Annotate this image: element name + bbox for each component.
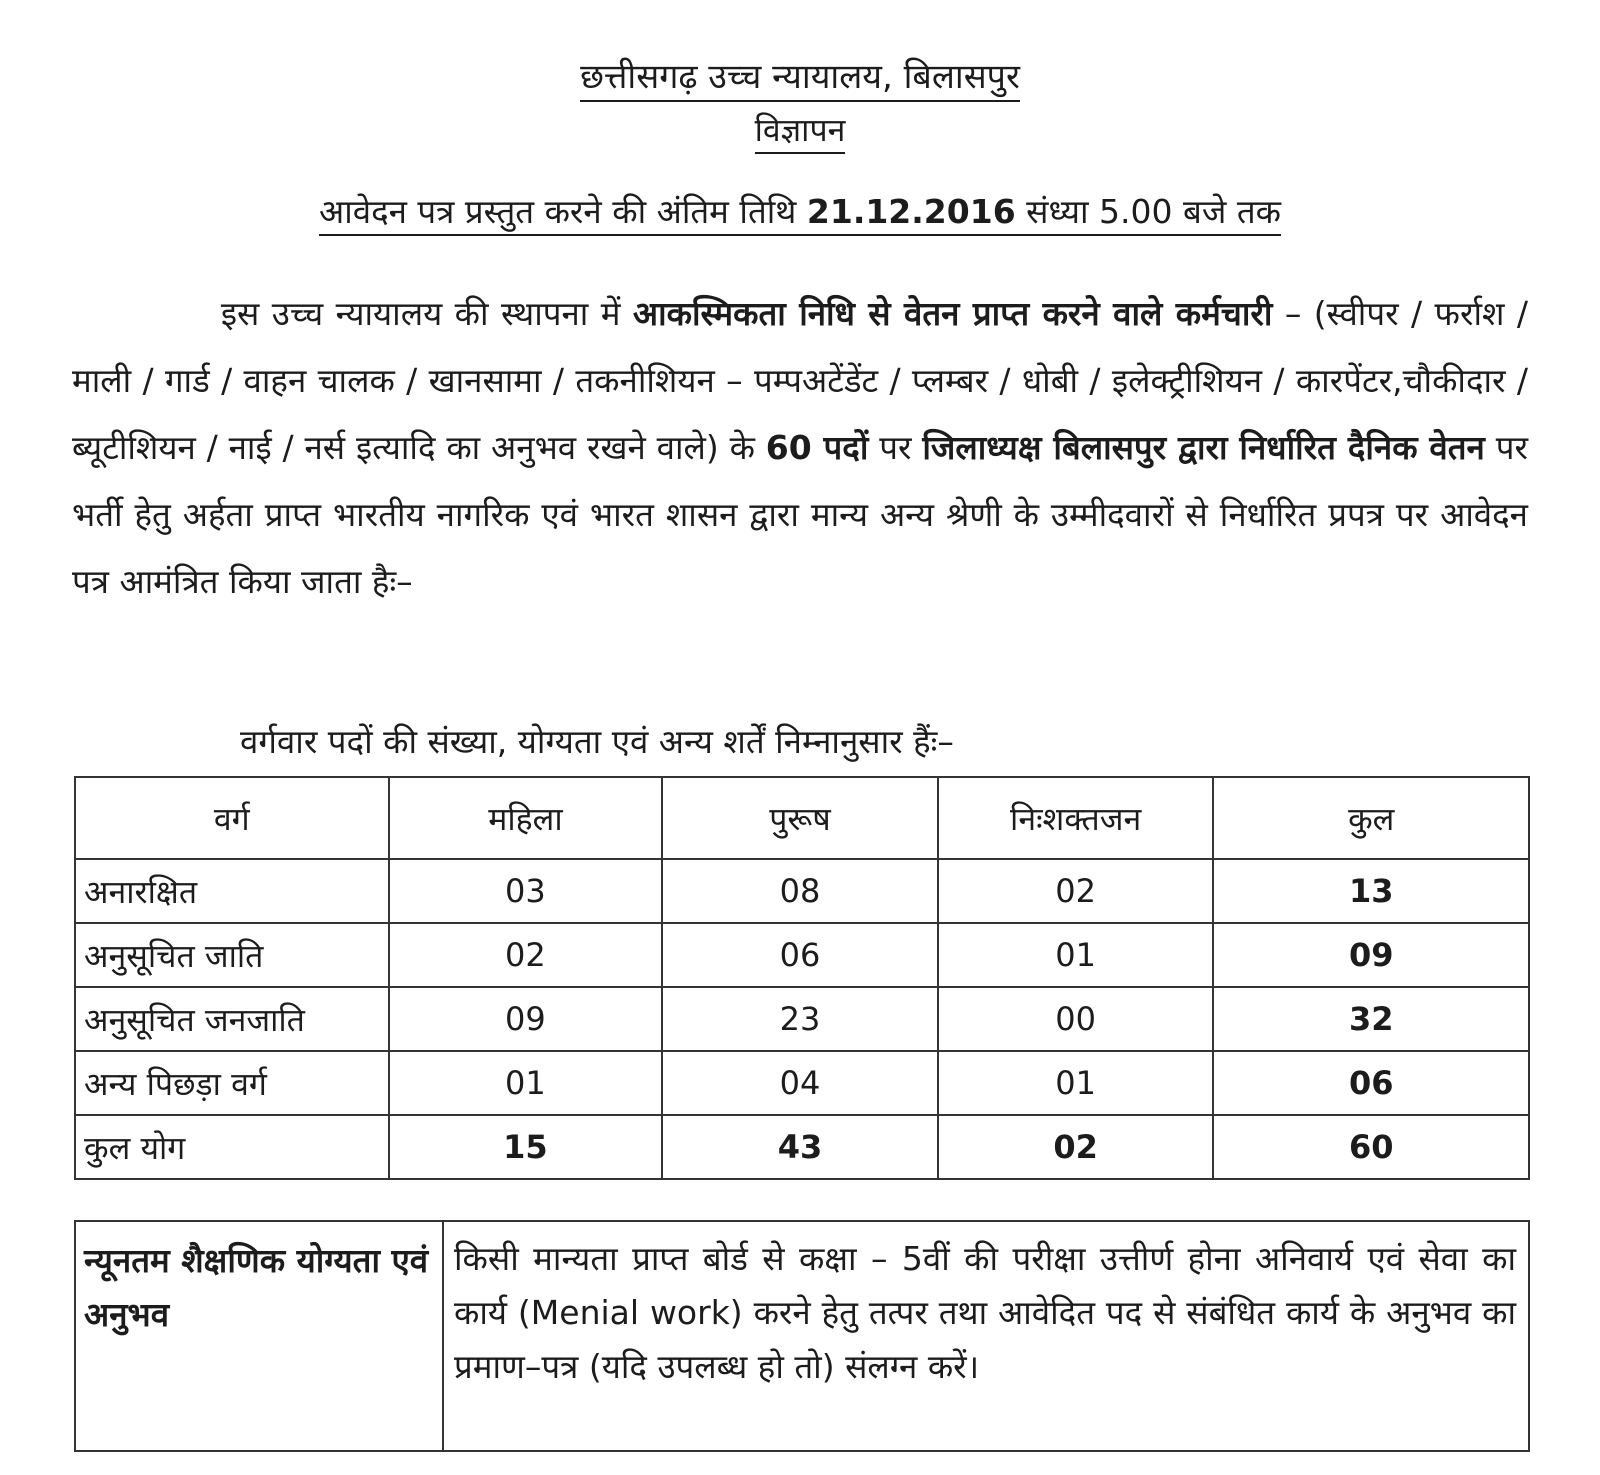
value-cell: 00	[938, 987, 1214, 1051]
qualification-text: किसी मान्यता प्राप्त बोर्ड से कक्षा – 5वीं की परीक्षा उत्तीर्ण होना अनिवार्य एवं सेवा का कार्य (Menial work) करने हेतु तत्पर तथा आवेदित पद से संबंधित कार्य के अनुभव का प्रमाण–पत्र (यदि उपलब्ध हो तो) संलग्न करें।	[443, 1221, 1529, 1451]
total-cell: 09	[1213, 923, 1529, 987]
value-cell: 04	[662, 1051, 938, 1115]
value-cell: 08	[662, 859, 938, 923]
table-row	[75, 923, 1529, 987]
total-cell: 13	[1213, 859, 1529, 923]
table-caption: वर्गवार पदों की संख्या, योग्यता एवं अन्य शर्तें निम्नानुसार हैंः–	[240, 722, 954, 761]
posts-table	[74, 776, 1530, 1180]
category-cell: कुल योग	[75, 1115, 389, 1179]
total-cell: 60	[1213, 1115, 1529, 1179]
table-header-row	[75, 777, 1529, 859]
notice-paragraph: इस उच्च न्यायालय की स्थापना में आकस्मिकता निधि से वेतन प्राप्त करने वाले कर्मचारी – (स्वीपर / फर्राश / माली / गार्ड / वाहन चालक / खानसामा / तकनीशियन – पम्पअटेंडेंट / प्लम्बर / धोबी / इलेक्ट्रीशियन / कारपेंटर,चौकीदार / ब्यूटीशियन / नाई / नर्स इत्यादि का अनुभव रखने वाले) के 60 पदों पर जिलाध्यक्ष बिलासपुर द्वारा निर्धारित दैनिक वेतन पर भर्ती हेतु अर्हता प्राप्त भारतीय नागरिक एवं भारत शासन द्वारा मान्य अन्य श्रेणी के उम्मीदवारों से निर्धारित प्रपत्र पर आवेदन पत्र आमंत्रित किया जाता हैः–	[72, 294, 1528, 601]
category-cell: अन्य पिछड़ा वर्ग	[75, 1051, 389, 1115]
table-row	[75, 859, 1529, 923]
header-cell: महिला	[389, 777, 663, 859]
value-cell: 03	[389, 859, 663, 923]
total-cell: 32	[1213, 987, 1529, 1051]
category-cell: अनुसूचित जनजाति	[75, 987, 389, 1051]
qualification-label: न्यूनतम शैक्षणिक योग्यता एवं अनुभव	[75, 1221, 443, 1451]
category-cell: अनुसूचित जाति	[75, 923, 389, 987]
header-cell: वर्ग	[75, 777, 389, 859]
notice-heading: विज्ञापन	[0, 108, 1600, 151]
deadline-line: आवेदन पत्र प्रस्तुत करने की अंतिम तिथि 21.12.2016 संध्या 5.00 बजे तक	[0, 188, 1600, 233]
table-row	[75, 987, 1529, 1051]
total-cell: 43	[662, 1115, 938, 1179]
total-cell: 02	[938, 1115, 1214, 1179]
table-total-row	[75, 1115, 1529, 1179]
value-cell: 06	[662, 923, 938, 987]
category-cell: अनारक्षित	[75, 859, 389, 923]
header-cell: निःशक्तजन	[938, 777, 1214, 859]
value-cell: 01	[938, 1051, 1214, 1115]
value-cell: 23	[662, 987, 938, 1051]
qualification-table	[74, 1220, 1530, 1452]
value-cell: 01	[938, 923, 1214, 987]
value-cell: 02	[389, 923, 663, 987]
court-title: छत्तीसगढ़ उच्च न्यायालय, बिलासपुर	[0, 52, 1600, 98]
deadline-date: 21.12.2016	[806, 192, 1016, 231]
header-cell: पुरूष	[662, 777, 938, 859]
value-cell: 01	[389, 1051, 663, 1115]
total-cell: 15	[389, 1115, 663, 1179]
header-cell: कुल	[1213, 777, 1529, 859]
table-row	[75, 1051, 1529, 1115]
total-cell: 06	[1213, 1051, 1529, 1115]
value-cell: 09	[389, 987, 663, 1051]
value-cell: 02	[938, 859, 1214, 923]
